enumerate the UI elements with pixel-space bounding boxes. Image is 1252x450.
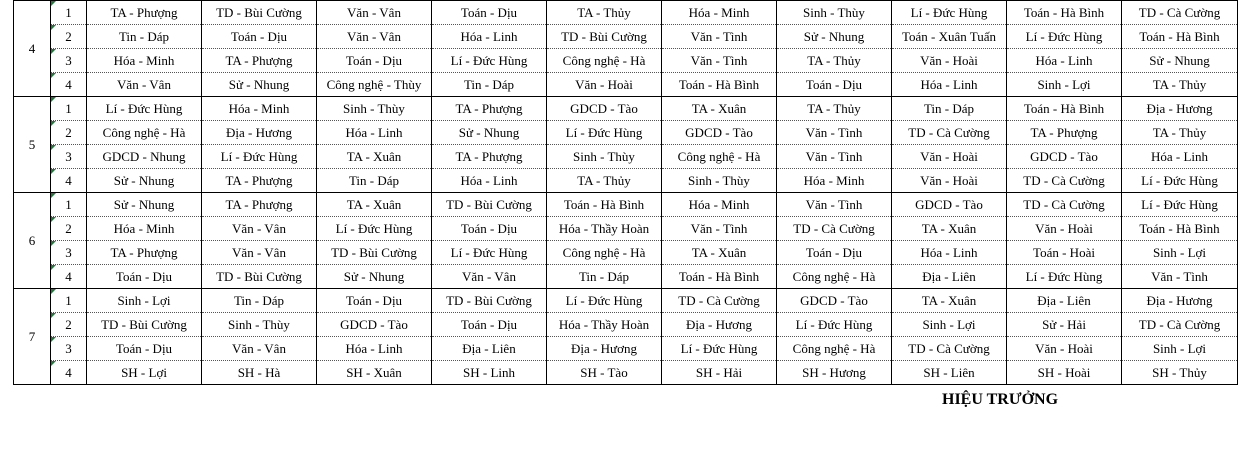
lesson-cell: Văn - Hoài: [892, 49, 1007, 73]
period-cell: [51, 313, 87, 337]
lesson-cell: Sinh - Thùy: [547, 145, 662, 169]
table-row: [14, 25, 1238, 49]
lesson-cell: Toán - Hà Bình: [662, 73, 777, 97]
lesson-cell: TD - Bùi Cường: [432, 289, 547, 313]
lesson-cell: Văn - Tình: [777, 145, 892, 169]
table-row: [14, 241, 1238, 265]
lesson-cell: GDCD - Tào: [777, 289, 892, 313]
lesson-cell: TD - Cà Cường: [1007, 169, 1122, 193]
lesson-cell: Toán - Dịu: [202, 25, 317, 49]
lesson-cell: Lí - Đức Hùng: [432, 241, 547, 265]
lesson-cell: Văn - Vân: [202, 337, 317, 361]
lesson-cell: Hóa - Linh: [432, 25, 547, 49]
lesson-cell: Lí - Đức Hùng: [892, 1, 1007, 25]
lesson-cell: TA - Phượng: [1007, 121, 1122, 145]
period-number: 4: [65, 76, 72, 92]
lesson-cell: Toán - Dịu: [317, 289, 432, 313]
day-cell: 4: [14, 1, 51, 97]
lesson-cell: Tin - Dáp: [87, 25, 202, 49]
lesson-cell: Công nghệ - Hà: [662, 145, 777, 169]
lesson-cell: Lí - Đức Hùng: [1007, 265, 1122, 289]
lesson-cell: Công nghệ - Thùy: [317, 73, 432, 97]
lesson-cell: TD - Bùi Cường: [202, 1, 317, 25]
lesson-cell: Hóa - Minh: [662, 193, 777, 217]
cell-marker-icon: [51, 217, 56, 222]
lesson-cell: Sinh - Lợi: [87, 289, 202, 313]
period-number: 2: [65, 316, 72, 332]
table-row: [14, 169, 1238, 193]
period-number: 1: [65, 100, 72, 116]
lesson-cell: Toán - Dịu: [87, 265, 202, 289]
table-row: [14, 1, 1238, 25]
lesson-cell: Hóa - Linh: [1122, 145, 1238, 169]
lesson-cell: Tin - Dáp: [892, 97, 1007, 121]
lesson-cell: Sử - Nhung: [317, 265, 432, 289]
lesson-cell: SH - Xuân: [317, 361, 432, 385]
lesson-cell: TD - Bùi Cường: [317, 241, 432, 265]
lesson-cell: TA - Phượng: [202, 193, 317, 217]
lesson-cell: Công nghệ - Hà: [547, 241, 662, 265]
period-cell: [51, 361, 87, 385]
lesson-cell: SH - Thủy: [1122, 361, 1238, 385]
lesson-cell: Hóa - Minh: [662, 1, 777, 25]
table-row: [14, 313, 1238, 337]
lesson-cell: TD - Cà Cường: [1007, 193, 1122, 217]
lesson-cell: Địa - Hương: [547, 337, 662, 361]
lesson-cell: Toán - Dịu: [432, 1, 547, 25]
lesson-cell: Toán - Hà Bình: [1122, 217, 1238, 241]
lesson-cell: Địa - Liên: [892, 265, 1007, 289]
lesson-cell: Văn - Hoài: [892, 145, 1007, 169]
lesson-cell: Văn - Hoài: [547, 73, 662, 97]
lesson-cell: Văn - Vân: [202, 241, 317, 265]
lesson-cell: GDCD - Tào: [547, 97, 662, 121]
lesson-cell: TA - Thủy: [777, 49, 892, 73]
cell-marker-icon: [51, 337, 56, 342]
lesson-cell: Văn - Tình: [662, 217, 777, 241]
lesson-cell: Tin - Dáp: [317, 169, 432, 193]
lesson-cell: Văn - Hoài: [1007, 337, 1122, 361]
lesson-cell: Công nghệ - Hà: [87, 121, 202, 145]
table-row: [14, 193, 1238, 217]
lesson-cell: Văn - Tình: [662, 49, 777, 73]
lesson-cell: SH - Hoài: [1007, 361, 1122, 385]
lesson-cell: Sinh - Lợi: [1122, 337, 1238, 361]
cell-marker-icon: [51, 25, 56, 30]
table-row: [14, 337, 1238, 361]
lesson-cell: Văn - Tình: [777, 121, 892, 145]
period-cell: [51, 289, 87, 313]
cell-marker-icon: [51, 193, 56, 198]
period-number: 3: [65, 244, 72, 260]
lesson-cell: TD - Cà Cường: [892, 121, 1007, 145]
lesson-cell: Lí - Đức Hùng: [662, 337, 777, 361]
lesson-cell: Địa - Hương: [202, 121, 317, 145]
lesson-cell: GDCD - Tào: [317, 313, 432, 337]
period-cell: [51, 169, 87, 193]
period-cell: [51, 97, 87, 121]
lesson-cell: SH - Linh: [432, 361, 547, 385]
lesson-cell: Văn - Vân: [317, 1, 432, 25]
period-cell: [51, 121, 87, 145]
lesson-cell: Lí - Đức Hùng: [1122, 169, 1238, 193]
lesson-cell: GDCD - Tào: [1007, 145, 1122, 169]
lesson-cell: TA - Phượng: [432, 145, 547, 169]
lesson-cell: Hóa - Thầy Hoàn: [547, 313, 662, 337]
cell-marker-icon: [51, 265, 56, 270]
lesson-cell: TA - Thủy: [1122, 121, 1238, 145]
period-number: 1: [65, 196, 72, 212]
lesson-cell: TA - Thủy: [547, 1, 662, 25]
lesson-cell: Hóa - Thầy Hoàn: [547, 217, 662, 241]
period-cell: [51, 49, 87, 73]
period-number: 3: [65, 148, 72, 164]
lesson-cell: TD - Bùi Cường: [547, 25, 662, 49]
timetable-body: [14, 1, 1238, 385]
lesson-cell: TD - Cà Cường: [1122, 1, 1238, 25]
lesson-cell: Toán - Xuân Tuấn: [892, 25, 1007, 49]
cell-marker-icon: [51, 289, 56, 294]
lesson-cell: Sinh - Thùy: [202, 313, 317, 337]
lesson-cell: Hóa - Minh: [87, 217, 202, 241]
lesson-cell: Sử - Nhung: [202, 73, 317, 97]
period-number: 4: [65, 172, 72, 188]
day-cell: 6: [14, 193, 51, 289]
lesson-cell: Địa - Hương: [1122, 97, 1238, 121]
lesson-cell: GDCD - Nhung: [87, 145, 202, 169]
lesson-cell: Toán - Hà Bình: [547, 193, 662, 217]
lesson-cell: Địa - Hương: [662, 313, 777, 337]
lesson-cell: Công nghệ - Hà: [777, 337, 892, 361]
lesson-cell: SH - Hà: [202, 361, 317, 385]
lesson-cell: Toán - Hà Bình: [1007, 97, 1122, 121]
period-number: 2: [65, 220, 72, 236]
lesson-cell: Toán - Dịu: [777, 73, 892, 97]
lesson-cell: Toán - Hà Bình: [1007, 1, 1122, 25]
lesson-cell: Địa - Liên: [432, 337, 547, 361]
lesson-cell: Lí - Đức Hùng: [547, 289, 662, 313]
cell-marker-icon: [51, 97, 56, 102]
lesson-cell: Toán - Dịu: [87, 337, 202, 361]
lesson-cell: Văn - Hoài: [1007, 217, 1122, 241]
lesson-cell: Hóa - Linh: [317, 337, 432, 361]
lesson-cell: SH - Tào: [547, 361, 662, 385]
lesson-cell: TA - Phượng: [432, 97, 547, 121]
lesson-cell: GDCD - Tào: [892, 193, 1007, 217]
lesson-cell: Toán - Dịu: [432, 217, 547, 241]
lesson-cell: Toán - Dịu: [432, 313, 547, 337]
lesson-cell: Sử - Nhung: [777, 25, 892, 49]
period-cell: [51, 25, 87, 49]
table-row: [14, 145, 1238, 169]
lesson-cell: Sinh - Thùy: [317, 97, 432, 121]
lesson-cell: TA - Xuân: [892, 289, 1007, 313]
period-cell: [51, 241, 87, 265]
period-cell: [51, 193, 87, 217]
table-row: [14, 289, 1238, 313]
lesson-cell: Toán - Dịu: [777, 241, 892, 265]
lesson-cell: Hóa - Linh: [317, 121, 432, 145]
lesson-cell: Lí - Đức Hùng: [87, 97, 202, 121]
cell-marker-icon: [51, 1, 56, 6]
lesson-cell: Văn - Vân: [432, 265, 547, 289]
lesson-cell: Hóa - Linh: [892, 73, 1007, 97]
lesson-cell: Văn - Vân: [317, 25, 432, 49]
lesson-cell: Lí - Đức Hùng: [1122, 193, 1238, 217]
period-cell: [51, 145, 87, 169]
lesson-cell: TD - Cà Cường: [777, 217, 892, 241]
day-cell: 7: [14, 289, 51, 385]
table-row: [14, 97, 1238, 121]
lesson-cell: SH - Hải: [662, 361, 777, 385]
lesson-cell: Sử - Nhung: [1122, 49, 1238, 73]
lesson-cell: Tin - Dáp: [547, 265, 662, 289]
lesson-cell: Hóa - Linh: [892, 241, 1007, 265]
lesson-cell: TA - Thủy: [777, 97, 892, 121]
lesson-cell: Sử - Nhung: [87, 193, 202, 217]
period-number: 2: [65, 124, 72, 140]
lesson-cell: Hóa - Minh: [87, 49, 202, 73]
lesson-cell: Công nghệ - Hà: [547, 49, 662, 73]
table-row: [14, 49, 1238, 73]
lesson-cell: Văn - Tình: [777, 193, 892, 217]
lesson-cell: Toán - Hà Bình: [662, 265, 777, 289]
cell-marker-icon: [51, 73, 56, 78]
lesson-cell: Hóa - Minh: [202, 97, 317, 121]
period-cell: [51, 217, 87, 241]
lesson-cell: Địa - Hương: [1122, 289, 1238, 313]
lesson-cell: TA - Phượng: [202, 169, 317, 193]
lesson-cell: Lí - Đức Hùng: [317, 217, 432, 241]
lesson-cell: Lí - Đức Hùng: [202, 145, 317, 169]
table-row: [14, 361, 1238, 385]
lesson-cell: TA - Phượng: [202, 49, 317, 73]
lesson-cell: TA - Thủy: [1122, 73, 1238, 97]
timetable-sheet: [13, 0, 1238, 385]
period-number: 3: [65, 340, 72, 356]
period-number: 1: [65, 4, 72, 20]
lesson-cell: TA - Thủy: [547, 169, 662, 193]
lesson-cell: Hóa - Linh: [432, 169, 547, 193]
lesson-cell: TD - Bùi Cường: [87, 313, 202, 337]
lesson-cell: SH - Liên: [892, 361, 1007, 385]
lesson-cell: Toán - Hà Bình: [1122, 25, 1238, 49]
cell-marker-icon: [51, 121, 56, 126]
lesson-cell: Toán - Hoài: [1007, 241, 1122, 265]
lesson-cell: TA - Phượng: [87, 241, 202, 265]
lesson-cell: Địa - Liên: [1007, 289, 1122, 313]
timetable: [13, 0, 1238, 385]
lesson-cell: Sinh - Lợi: [892, 313, 1007, 337]
cell-marker-icon: [51, 145, 56, 150]
day-cell: 5: [14, 97, 51, 193]
lesson-cell: Văn - Tình: [1122, 265, 1238, 289]
lesson-cell: TA - Xuân: [892, 217, 1007, 241]
lesson-cell: TA - Xuân: [317, 193, 432, 217]
period-number: 4: [65, 268, 72, 284]
table-row: [14, 121, 1238, 145]
lesson-cell: Sinh - Thùy: [777, 1, 892, 25]
cell-marker-icon: [51, 361, 56, 366]
period-cell: [51, 337, 87, 361]
lesson-cell: TD - Cà Cường: [892, 337, 1007, 361]
lesson-cell: Sinh - Lợi: [1007, 73, 1122, 97]
lesson-cell: Tin - Dáp: [202, 289, 317, 313]
lesson-cell: Toán - Dịu: [317, 49, 432, 73]
signature-title: HIỆU TRƯỞNG: [942, 391, 1059, 408]
lesson-cell: TA - Xuân: [317, 145, 432, 169]
lesson-cell: GDCD - Tào: [662, 121, 777, 145]
lesson-cell: TA - Xuân: [662, 97, 777, 121]
lesson-cell: Hóa - Minh: [777, 169, 892, 193]
period-cell: [51, 265, 87, 289]
lesson-cell: Tin - Dáp: [432, 73, 547, 97]
lesson-cell: Văn - Hoài: [892, 169, 1007, 193]
lesson-cell: TD - Cà Cường: [1122, 313, 1238, 337]
cell-marker-icon: [51, 313, 56, 318]
table-row: [14, 73, 1238, 97]
lesson-cell: TA - Xuân: [662, 241, 777, 265]
lesson-cell: TD - Bùi Cường: [432, 193, 547, 217]
lesson-cell: Sinh - Lợi: [1122, 241, 1238, 265]
lesson-cell: Lí - Đức Hùng: [1007, 25, 1122, 49]
lesson-cell: SH - Hương: [777, 361, 892, 385]
period-number: 2: [65, 28, 72, 44]
lesson-cell: Văn - Tình: [662, 25, 777, 49]
cell-marker-icon: [51, 241, 56, 246]
period-cell: [51, 1, 87, 25]
lesson-cell: SH - Lợi: [87, 361, 202, 385]
cell-marker-icon: [51, 49, 56, 54]
lesson-cell: Công nghệ - Hà: [777, 265, 892, 289]
period-number: 1: [65, 292, 72, 308]
table-row: [14, 265, 1238, 289]
lesson-cell: Sử - Nhung: [432, 121, 547, 145]
lesson-cell: TD - Bùi Cường: [202, 265, 317, 289]
period-number: 3: [65, 52, 72, 68]
period-cell: [51, 73, 87, 97]
lesson-cell: Sử - Nhung: [87, 169, 202, 193]
table-row: [14, 217, 1238, 241]
lesson-cell: TA - Phượng: [87, 1, 202, 25]
lesson-cell: Văn - Vân: [87, 73, 202, 97]
lesson-cell: TD - Cà Cường: [662, 289, 777, 313]
lesson-cell: Hóa - Linh: [1007, 49, 1122, 73]
lesson-cell: Sử - Hải: [1007, 313, 1122, 337]
lesson-cell: Lí - Đức Hùng: [777, 313, 892, 337]
cell-marker-icon: [51, 169, 56, 174]
lesson-cell: Lí - Đức Hùng: [547, 121, 662, 145]
lesson-cell: Văn - Vân: [202, 217, 317, 241]
lesson-cell: Sinh - Thùy: [662, 169, 777, 193]
period-number: 4: [65, 364, 72, 380]
lesson-cell: Lí - Đức Hùng: [432, 49, 547, 73]
